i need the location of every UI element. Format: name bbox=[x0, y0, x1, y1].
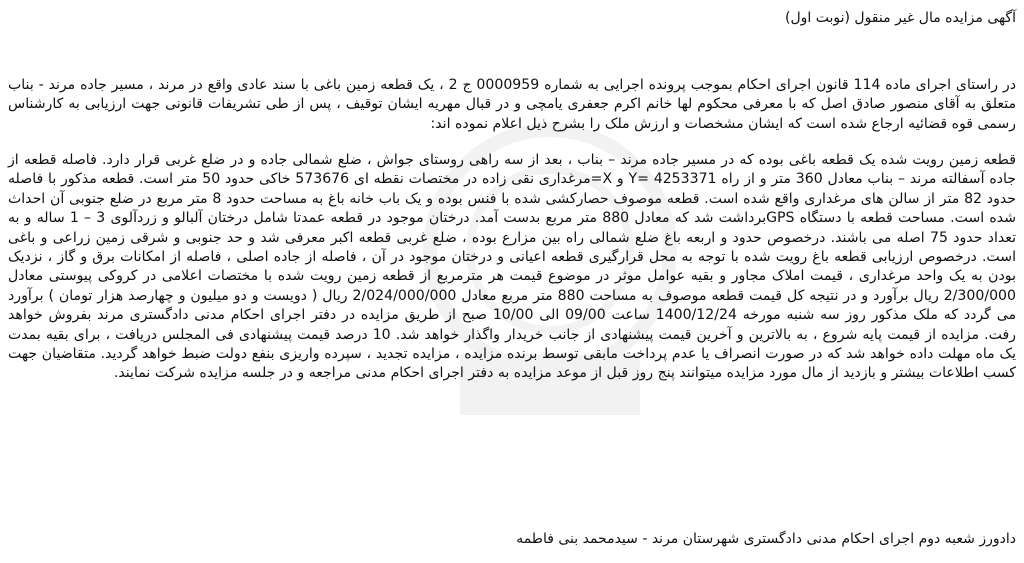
details-paragraph: قطعه زمین رویت شده یک قطعه باغی بوده که در مسیر جاده مرند – بناب ، بعد از سه راهی روستای جواش ، ضلع شمالی جاده و در ضلع غربی قرار دارد. فاصله قطعه از جاده آسفالته مرند – بناب معادل 360 متر و از راه Y= 4253371 و X=مرغداری نقی زاده در مختصات نقطه ای 573676 خاکی حدود 50 متر است. قطعه مذکور با فاصله حدود 82 متر از سالن های مرغداری واقع شده است. قطعه موصوف حصارکشی شده با فنس بوده و یک باب خانه باغ به مساحت حدود 8 متر مربع در ضلع جنوبی آن احداث شده است. مساحت قطعه با دستگاه GPSبرداشت شد که معادل 880 متر مربع بدست آمد. درختان موجود در قطعه عمدتا شامل درختان آلبالو و زردآلوی 3 – 1 ساله و به تعداد حدود 75 اصله می باشند. درخصوص حدود و اربعه باغ ضلع شمالی راه بین مزارع بوده ، ضلع غربی قطعه اکبر معرفی شد و حد جنوبی و شرقی زمین زراعی و باغی است. درخصوص ارزیابی قطعه باغ رویت شده با توجه به محل قرارگیری قطعه اعیانی و درختان موجود در آن ، فاصله از جاده اصلی ، فاصله از امکانات برق و گاز ، نزدیک بودن به یک واحد مرغداری ، قیمت املاک مجاور و بقیه عوامل موثر در موضوع قیمت هر مترمربع از قطعه زمین رویت شده با مختصات اعلامی در کروکی پیوستی معادل 2/300/000 ریال برآورد و در نتیجه کل قیمت قطعه موصوف به مساحت 880 متر مربع معادل 2/024/000/000 ریال ( دویست و دو میلیون و چهارصد هزار تومان ) برآورد می گردد که ملک مذکور روز سه شنبه مورخه 1400/12/24 ساعت 09/00 الی 10/00 صبح از طریق مزایده در دفتر اجرای احکام مدنی دادگستری مرند بفروش خواهد رفت. مزایده از قیمت پایه شروع ، به بالاترین و آخرین قیمت پیشنهادی از جانب خریدار واگذار خواهد شد. 10 درصد قیمت پیشنهادی فی المجلس دریافت ، برای بقیه بمدت یک ماه مهلت داده خواهد شد که در صورت انصراف یا عدم پرداخت مابقی توسط برنده مزایده ، مزایده تجدید ، سپرده واریزی بنفع دولت ضبط خواهد گردید. متقاضیان جهت کسب اطلاعات بیشتر و بازدید از مال مورد مزایده میتوانند پنج روز قبل از موعد مزایده به دفتر اجرای احکام مدنی مراجعه و در جلسه مزایده شرکت نمایند. bbox=[8, 152, 1017, 382]
signature-line: دادورز شعبه دوم اجرای احکام مدنی دادگستری شهرستان مرند - سیدمحمد بنی فاطمه bbox=[516, 531, 1016, 547]
notice-title: آگهی مزایده مال غیر منقول (نوبت اول) bbox=[784, 10, 1016, 26]
intro-paragraph: در راستای اجرای ماده 114 قانون اجرای احکام بموجب پرونده اجرایی به شماره 0000959 ج 2 ، یک قطعه زمین باغی با سند عادی واقع در مرند ، مسیر جاده مرند - بناب متعلق به آقای منصور صادق اصل که با معرفی محکوم لها خانم اکرم جعفری یامچی و در قبال مهریه ایشان توقیف ، پس از طی تشریفات قانونی جهت ارزیابی به کارشناس رسمی قوه قضائیه ارجاع شده است که ایشان مشخصات و ارزش ملک را بشرح ذیل اعلام نموده اند: bbox=[8, 77, 1016, 132]
